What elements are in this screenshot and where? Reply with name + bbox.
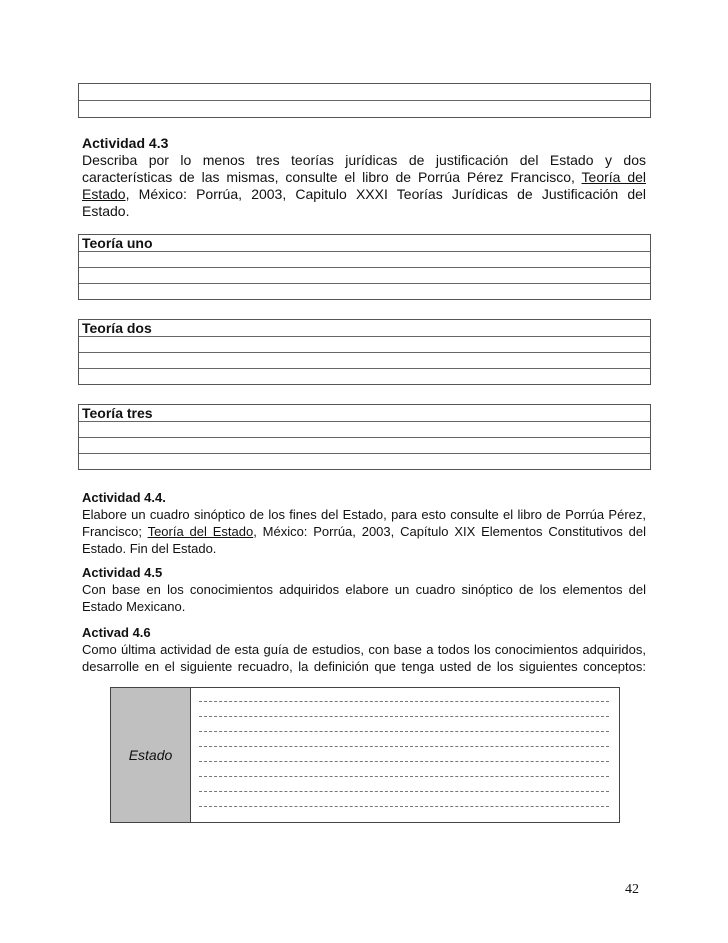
activity-4-4: [82, 489, 646, 557]
activity-4-6-line: desarrolle en el siguiente recuadro, la definición que tenga usted de los siguientes conceptos:: [82, 659, 646, 674]
table-row[interactable]: [79, 438, 650, 454]
answer-line: [199, 806, 609, 807]
concept-box: [110, 687, 620, 823]
theory-three-header: [79, 405, 650, 422]
activity-4-6: [82, 624, 646, 675]
table-row[interactable]: [79, 284, 650, 299]
activity-4-3-text: características de las mismas, consulte el libro de Porrúa Pérez Francisco,: [82, 169, 582, 185]
activity-4-5: [82, 564, 646, 615]
activity-4-3-line: Describa por lo menos tres teorías jurídicas de justificación del Estado y dos: [82, 152, 646, 168]
theory-three-table: [78, 404, 651, 470]
theory-one-table: [78, 234, 651, 300]
theory-two-label: Teoría dos: [82, 320, 152, 336]
theory-two-table: [78, 319, 651, 385]
table-row[interactable]: [79, 84, 650, 101]
table-row[interactable]: [79, 252, 650, 268]
answer-line: [199, 746, 609, 747]
activity-4-5-title: Actividad 4.5: [82, 565, 163, 580]
activity-4-4-title: Actividad 4.4.: [82, 490, 166, 505]
activity-4-3: [82, 135, 646, 220]
theory-three-label: Teoría tres: [82, 405, 153, 421]
activity-4-4-text: Francisco;: [82, 524, 148, 539]
concept-term: Estado: [128, 747, 173, 763]
table-row[interactable]: [79, 101, 650, 117]
activity-4-4-text: , México: Porrúa, 2003, Capítulo XIX Elementos Constitutivos del: [253, 524, 646, 539]
theory-two-header: [79, 320, 650, 337]
book-title: Estado: [82, 186, 126, 202]
answer-line: [199, 716, 609, 717]
concept-term-cell: [111, 688, 191, 822]
activity-4-3-line: [82, 169, 646, 186]
table-row[interactable]: [79, 454, 650, 469]
table-row[interactable]: [79, 337, 650, 353]
answer-line: [199, 701, 609, 702]
activity-4-3-title: Actividad 4.3: [82, 135, 169, 151]
activity-4-4-line: Elabore un cuadro sinóptico de los fines del Estado, para esto consulte el libro de Porrúa Pérez,: [82, 507, 646, 522]
answer-line: [199, 776, 609, 777]
answer-line: [199, 731, 609, 732]
activity-4-3-text: , México: Porrúa, 2003, Capitulo XXXI Teorías Jurídicas de Justificación del: [125, 186, 646, 202]
activity-4-3-line: Estado.: [82, 203, 130, 219]
answer-line: [199, 761, 609, 762]
table-row[interactable]: [79, 268, 650, 284]
activity-4-4-line: Estado. Fin del Estado.: [82, 541, 217, 556]
activity-4-4-line: [82, 523, 646, 540]
activity-4-6-line: Como última actividad de esta guía de estudios, con base a todos los conocimientos adquiridos,: [82, 642, 646, 657]
activity-4-5-line: Con base en los conocimientos adquiridos elabore un cuadro sinóptico de los elementos del: [82, 582, 646, 597]
activity-4-6-title: Activad 4.6: [82, 625, 151, 640]
table-row[interactable]: [79, 353, 650, 369]
activity-4-3-line: [82, 186, 646, 203]
top-empty-table: [78, 83, 651, 118]
table-row[interactable]: [79, 369, 650, 384]
table-row[interactable]: [79, 422, 650, 438]
book-title: Teoría del: [581, 169, 647, 185]
concept-answer-area[interactable]: [191, 688, 619, 822]
activity-4-5-line: Estado Mexicano.: [82, 599, 186, 614]
theory-one-label: Teoría uno: [82, 235, 153, 251]
page-number: 42: [625, 882, 639, 897]
theory-one-header: [79, 235, 650, 252]
answer-line: [199, 791, 609, 792]
book-title: Teoría del Estado: [147, 524, 254, 539]
